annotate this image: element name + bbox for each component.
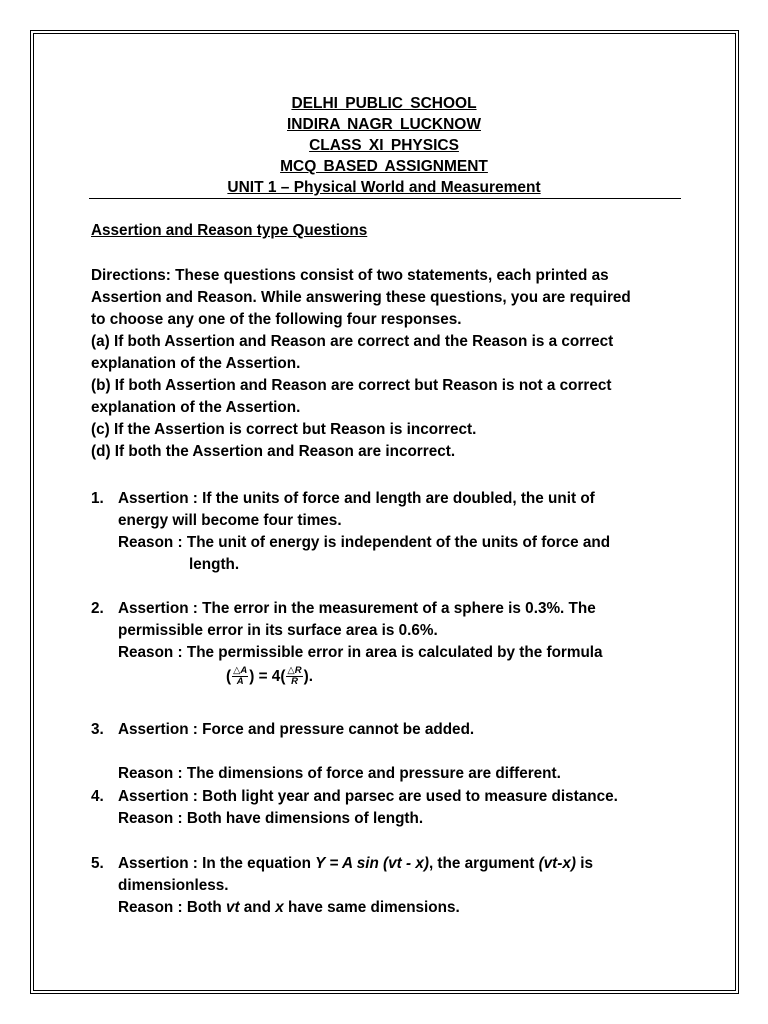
error-formula: [226, 666, 691, 688]
assertion: Assertion : Force and pressure cannot be added.: [118, 721, 475, 738]
assertion-text: Assertion : In the equation: [118, 855, 316, 872]
question-number: 1.: [91, 490, 104, 507]
reason-text: Reason : Both: [118, 899, 226, 916]
school-location: INDIRA NAGR LUCKNOW: [287, 116, 481, 133]
fraction-delta-r: [286, 666, 302, 687]
assertion: [118, 853, 691, 875]
question-4: [91, 786, 691, 830]
option-a-cont: explanation of the Assertion.: [91, 355, 301, 372]
option-c: (c) If the Assertion is correct but Reason is incorrect.: [91, 421, 477, 438]
header-divider: [89, 198, 681, 199]
fraction-numerator: △A: [233, 665, 248, 677]
assertion-text: , the argument: [428, 855, 539, 872]
variable-x: x: [275, 899, 284, 916]
question-number: 2.: [91, 600, 104, 617]
question-1: [91, 488, 691, 576]
question-number: 4.: [91, 788, 104, 805]
option-b: (b) If both Assertion and Reason are correct but Reason is not a correct: [91, 377, 612, 394]
school-name: DELHI PUBLIC SCHOOL: [291, 95, 477, 112]
section-title: [91, 220, 691, 242]
reason: [118, 897, 691, 919]
assertion-cont: dimensionless.: [118, 877, 229, 894]
reason-text: and: [239, 899, 276, 916]
formula-equals: ) = 4(: [249, 668, 286, 685]
variable-vt: vt: [225, 899, 240, 916]
option-a: (a) If both Assertion and Reason are correct and the Reason is a correct: [91, 333, 614, 350]
option-d: (d) If both the Assertion and Reason are incorrect.: [91, 443, 456, 460]
question-3: [91, 719, 691, 785]
assignment-title: MCQ BASED ASSIGNMENT: [280, 158, 488, 175]
reason: Reason : The unit of energy is independent of the units of force and: [118, 534, 611, 551]
directions-line: Assertion and Reason. While answering these questions, you are required: [91, 289, 631, 306]
assertion-cont: energy will become four times.: [118, 512, 342, 529]
assertion: Assertion : Both light year and parsec are used to measure distance.: [118, 788, 618, 805]
fraction-numerator: △R: [287, 665, 302, 677]
question-number: 3.: [91, 721, 104, 738]
reason: Reason : The dimensions of force and pressure are different.: [118, 765, 561, 782]
unit-title: UNIT 1 – Physical World and Measurement: [227, 179, 541, 196]
fraction-delta-a: [232, 666, 248, 687]
reason: Reason : Both have dimensions of length.: [118, 810, 424, 827]
section-title-text: Assertion and Reason type Questions: [91, 222, 368, 239]
assertion: Assertion : The error in the measurement of a sphere is 0.3%. The: [118, 600, 596, 617]
argument-expression: (vt-x): [538, 855, 576, 872]
directions-line: Directions: These questions consist of two statements, each printed as: [91, 267, 609, 284]
reason-text: have same dimensions.: [283, 899, 460, 916]
question-5: [91, 853, 691, 919]
reason-cont: length.: [189, 556, 240, 573]
assertion-cont: permissible error in its surface area is 0.6%.: [118, 622, 438, 639]
assertion: Assertion : If the units of force and length are doubled, the unit of: [118, 490, 595, 507]
formula-close: ).: [303, 668, 313, 685]
option-b-cont: explanation of the Assertion.: [91, 399, 301, 416]
question-2: [91, 598, 691, 688]
assertion-text: is: [575, 855, 593, 872]
directions-block: [91, 265, 691, 463]
formula-paren: (: [226, 668, 232, 685]
document-header: [0, 93, 768, 198]
fraction-denominator: A: [236, 676, 244, 688]
reason: Reason : The permissible error in area is calculated by the formula: [118, 644, 603, 661]
wave-equation: Y = A sin (vt - x): [315, 855, 429, 872]
directions-line: to choose any one of the following four responses.: [91, 311, 462, 328]
fraction-denominator: R: [291, 676, 298, 688]
class-subject: CLASS XI PHYSICS: [309, 137, 459, 154]
question-number: 5.: [91, 855, 104, 872]
